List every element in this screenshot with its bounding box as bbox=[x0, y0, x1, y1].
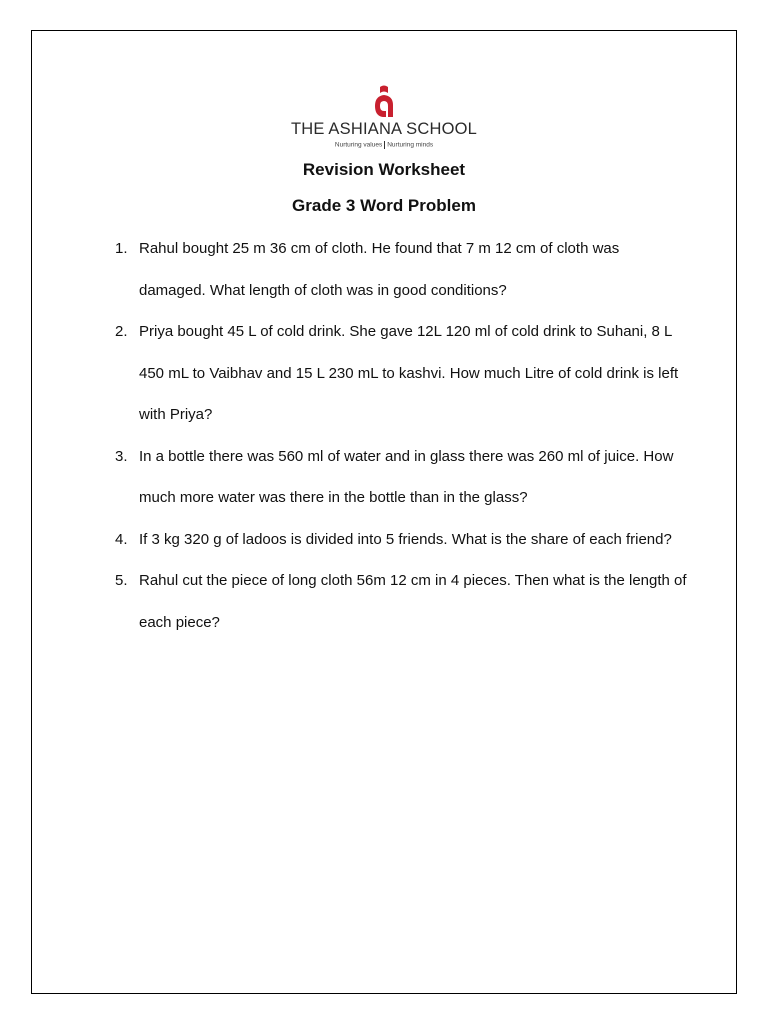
question-item bbox=[0, 560, 768, 643]
question-list bbox=[0, 228, 768, 643]
school-header bbox=[0, 84, 768, 149]
question-text: Rahul cut the piece of long cloth 56m 12 cm in 4 pieces. Then what is the length of each piece? bbox=[139, 572, 687, 631]
worksheet-title: Revision Worksheet bbox=[302, 160, 466, 179]
tagline-right: Nurturing minds bbox=[387, 141, 434, 149]
question-text: Rahul bought 25 m 36 cm of cloth. He found that 7 m 12 cm of cloth was damaged. What length of cloth was in good conditions? bbox=[139, 240, 620, 299]
tagline-separator bbox=[384, 141, 385, 149]
question-number: 2. bbox=[115, 323, 128, 340]
question-number: 3. bbox=[115, 447, 128, 465]
school-logo-icon bbox=[371, 84, 397, 118]
question-text: In a bottle there was 560 ml of water and in glass there was 260 ml of juice. How much more water was there in the bottle than in the glass? bbox=[139, 447, 674, 506]
question-item bbox=[0, 228, 768, 311]
question-text: If 3 kg 320 g of ladoos is divided into 5 friends. What is the share of each friend? bbox=[139, 530, 672, 548]
question-number: 5. bbox=[115, 572, 128, 589]
grade-title: Grade 3 Word Problem bbox=[292, 196, 476, 215]
question-item bbox=[0, 436, 768, 519]
question-number: 4. bbox=[115, 530, 128, 548]
tagline-left: Nurturing values bbox=[334, 141, 383, 149]
question-text: Priya bought 45 L of cold drink. She gave 12L 120 ml of cold drink to Suhani, 8 L 450 mL to Vaibhav and 15 L 230 mL to kashvi. How much Litre of cold drink is left with Priya? bbox=[139, 323, 679, 423]
question-item bbox=[0, 519, 768, 561]
school-tagline bbox=[0, 141, 768, 149]
school-name: THE ASHIANA SCHOOL bbox=[290, 120, 478, 138]
question-number: 1. bbox=[115, 240, 128, 257]
question-item bbox=[0, 311, 768, 436]
